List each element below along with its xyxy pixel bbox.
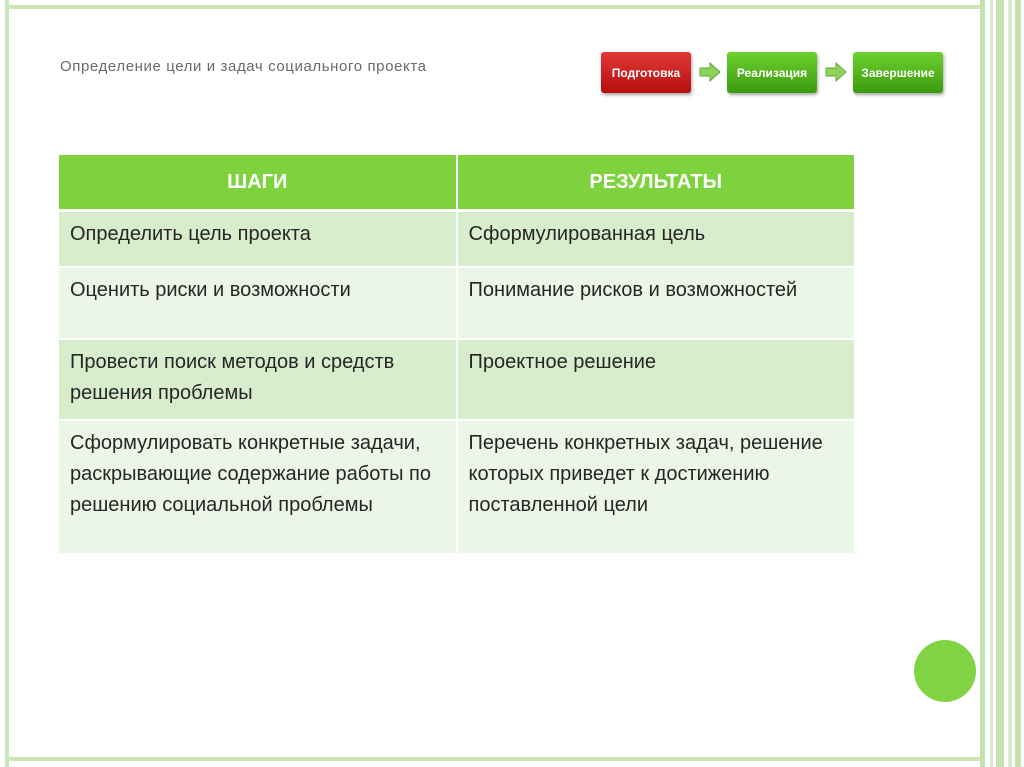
- slide-title: Определение цели и задач социального проекта: [60, 58, 427, 75]
- decor-stripe: [1008, 0, 1012, 767]
- table-row: [59, 421, 854, 555]
- result-cell: Сформулированная цель: [458, 212, 854, 268]
- steps-results-table: [59, 155, 854, 555]
- result-cell: Проектное решение: [458, 340, 854, 421]
- frame-bottom-border: [5, 757, 980, 761]
- step-completion[interactable]: Завершение: [853, 52, 943, 93]
- frame-left-border: [5, 0, 9, 767]
- table-row: [59, 340, 854, 421]
- column-header-results: РЕЗУЛЬТАТЫ: [458, 155, 854, 212]
- result-cell: Понимание рисков и возможностей: [458, 268, 854, 340]
- decor-stripe: [996, 0, 1004, 767]
- step-cell: Сформулировать конкретные задачи, раскрывающие содержание работы по решению социальной проблемы: [59, 421, 458, 555]
- arrow-right-icon: [825, 61, 847, 83]
- result-cell: Перечень конкретных задач, решение которых приведет к достижению поставленной цели: [458, 421, 854, 555]
- decor-stripe: [980, 0, 985, 767]
- column-header-steps: ШАГИ: [59, 155, 458, 212]
- step-cell: Определить цель проекта: [59, 212, 458, 268]
- step-implementation[interactable]: Реализация: [727, 52, 817, 93]
- decor-circle: [914, 640, 976, 702]
- decor-stripe: [1015, 0, 1021, 767]
- table-row: [59, 212, 854, 268]
- step-preparation[interactable]: Подготовка: [601, 52, 691, 93]
- step-cell: Оценить риски и возможности: [59, 268, 458, 340]
- arrow-right-icon: [699, 61, 721, 83]
- step-cell: Провести поиск методов и средств решения проблемы: [59, 340, 458, 421]
- table-header-row: [59, 155, 854, 212]
- decor-stripe: [990, 0, 993, 767]
- frame-top-border: [5, 5, 980, 9]
- table-row: [59, 268, 854, 340]
